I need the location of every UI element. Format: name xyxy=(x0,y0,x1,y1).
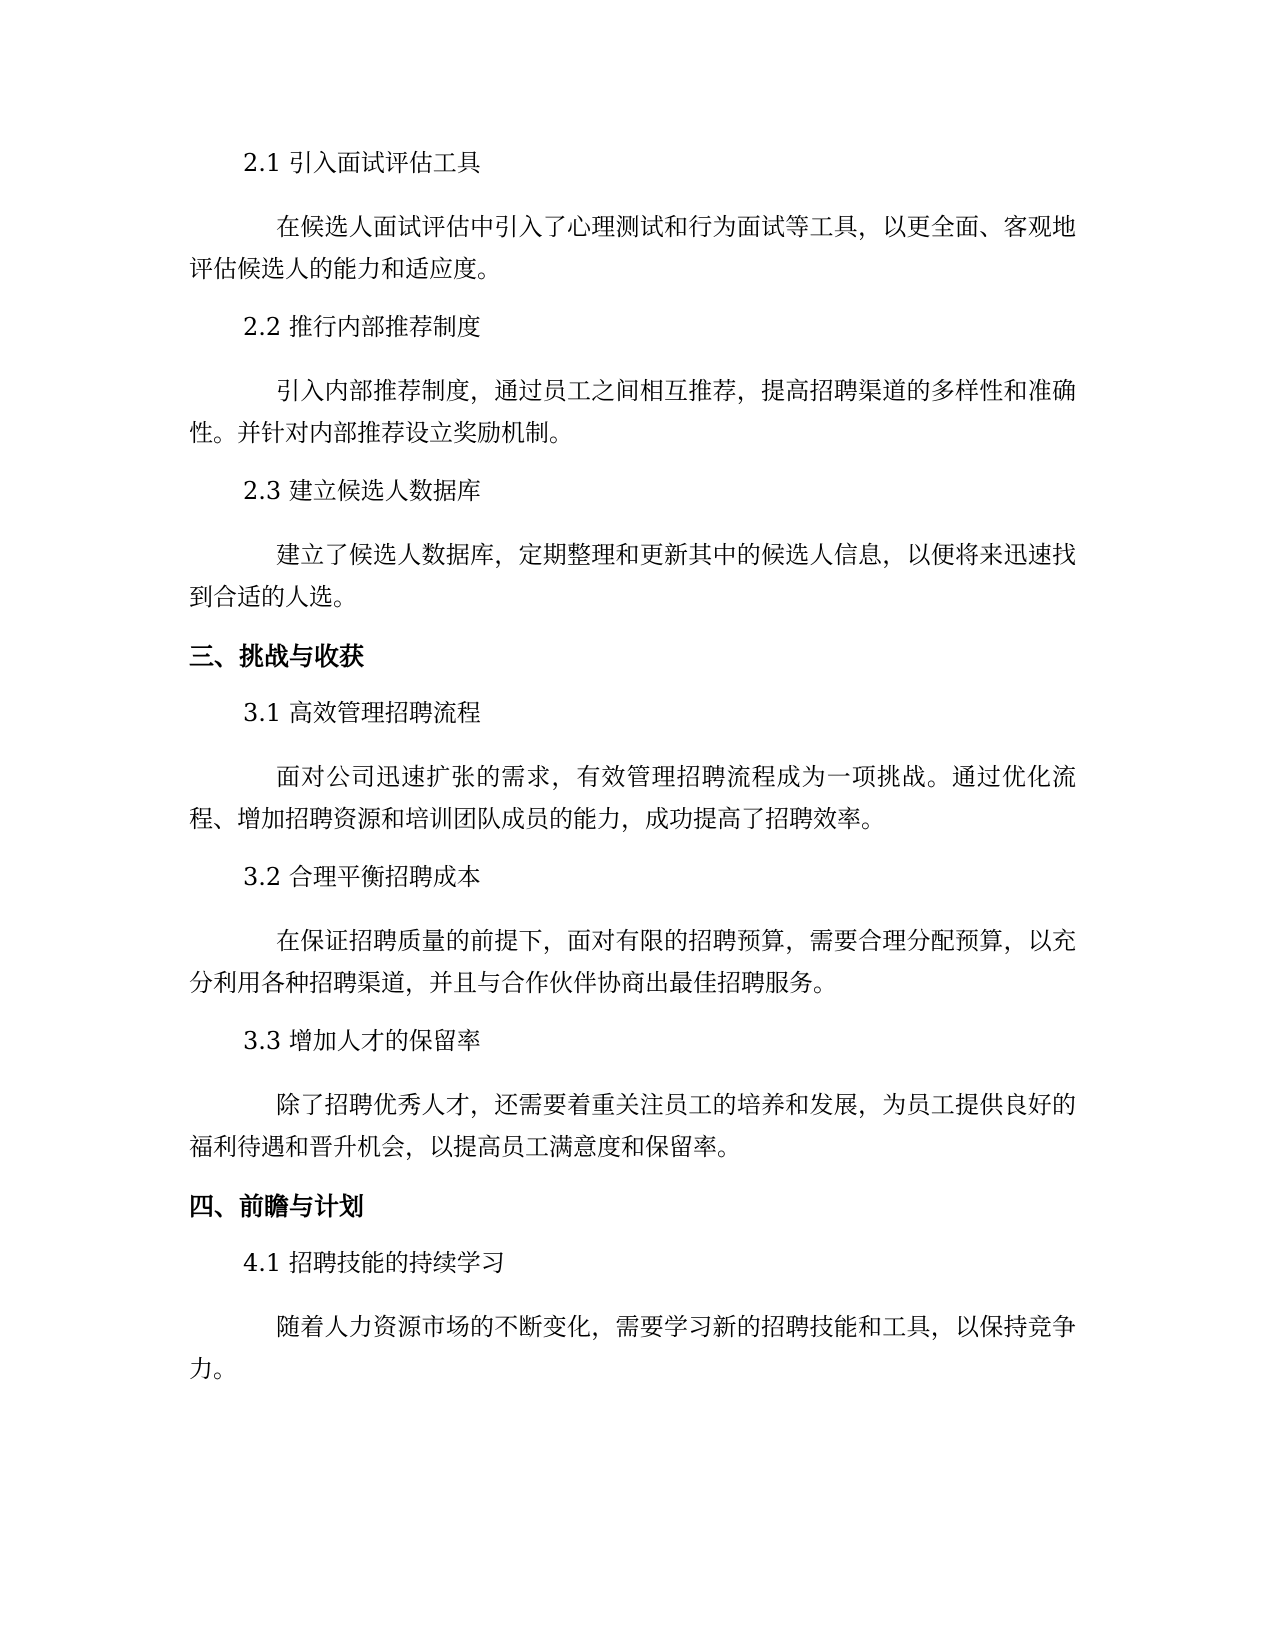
subheading-3-3: 3.3 增加人才的保留率 xyxy=(243,1027,481,1055)
subheading-2-2: 2.2 推行内部推荐制度 xyxy=(243,313,481,341)
paragraph-2-1: 在候选人面试评估中引入了心理测试和行为面试等工具，以更全面、客观地评估候选人的能力和适应度。 xyxy=(189,213,1076,283)
subheading-2-3: 2.3 建立候选人数据库 xyxy=(243,477,481,505)
paragraph-4-1: 随着人力资源市场的不断变化，需要学习新的招聘技能和工具，以保持竞争力。 xyxy=(189,1313,1076,1383)
paragraph-3-1: 面对公司迅速扩张的需求，有效管理招聘流程成为一项挑战。通过优化流程、增加招聘资源和培训团队成员的能力，成功提高了招聘效率。 xyxy=(189,763,1076,833)
paragraph-2-3: 建立了候选人数据库，定期整理和更新其中的候选人信息，以便将来迅速找到合适的人选。 xyxy=(189,541,1076,611)
paragraph-3-2: 在保证招聘质量的前提下，面对有限的招聘预算，需要合理分配预算，以充分利用各种招聘渠道，并且与合作伙伴协商出最佳招聘服务。 xyxy=(189,927,1076,997)
section-heading-4: 四、前瞻与计划 xyxy=(189,1192,365,1221)
document-body xyxy=(189,146,1076,1390)
subheading-2-1: 2.1 引入面试评估工具 xyxy=(243,149,481,177)
paragraph-3-3: 除了招聘优秀人才，还需要着重关注员工的培养和发展，为员工提供良好的福利待遇和晋升机会，以提高员工满意度和保留率。 xyxy=(189,1091,1076,1161)
subheading-3-1: 3.1 高效管理招聘流程 xyxy=(243,699,481,727)
paragraph-2-2: 引入内部推荐制度，通过员工之间相互推荐，提高招聘渠道的多样性和准确性。并针对内部推荐设立奖励机制。 xyxy=(189,377,1076,447)
subheading-4-1: 4.1 招聘技能的持续学习 xyxy=(243,1249,505,1277)
section-heading-3: 三、挑战与收获 xyxy=(189,642,365,671)
subheading-3-2: 3.2 合理平衡招聘成本 xyxy=(243,863,481,891)
